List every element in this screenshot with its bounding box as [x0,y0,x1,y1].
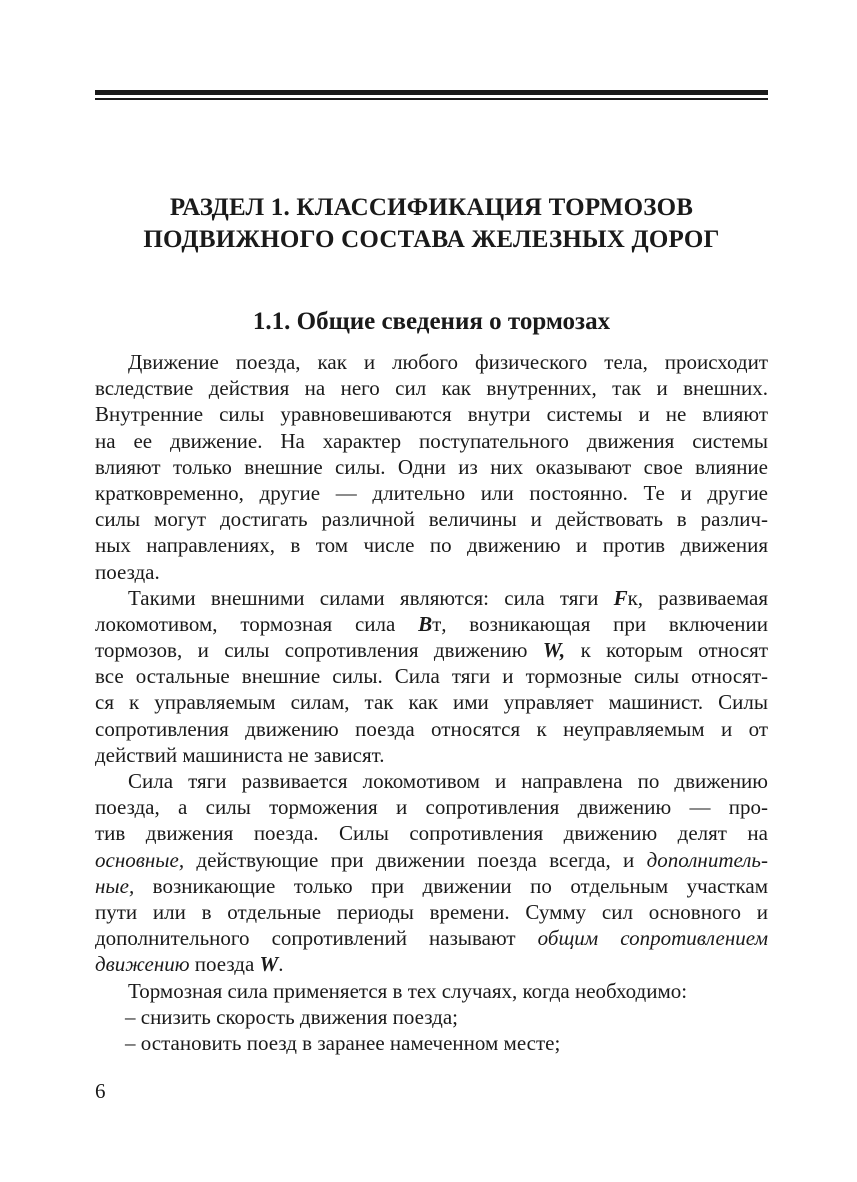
text-line: поезда. [95,559,160,584]
list-item: – снизить скорость движения поезда; [125,1004,458,1029]
text-run: к которым относят [565,638,768,663]
paragraph-4 [95,978,768,1057]
text-line: тив движения поезда. Силы сопротивления движению делят на [95,821,768,846]
paragraph-2 [95,585,768,768]
text-line [95,873,768,899]
header-rule-thick [95,90,768,95]
text-line: ных направлениях, в том числе по движению и против движения [95,533,768,558]
text-run: действующие при движении поезда всегда, и [184,847,647,872]
text-line: Тормозная сила применяется в тех случаях, когда необходимо: [128,978,688,1003]
text-line [95,611,768,637]
paragraph-1 [95,349,768,585]
text-line [95,637,768,663]
page-number: 6 [95,1079,106,1103]
text-run: . [278,952,284,977]
symbol-F: F [613,585,628,610]
section-title [95,192,768,256]
text-line: Движение поезда, как и любого физического тела, происходит [128,350,768,374]
italic-term: общим сопротивлением [537,926,768,951]
italic-term: дополнитель- [646,847,768,872]
text-run: развиваемая [643,585,768,610]
subscript-t: т [432,611,442,636]
text-line: вследствие действия на него сил как внутренних, так и внешних. [95,376,768,401]
text-line: ся к управляемым силам, так как ими управляет машинист. Силы [95,690,768,715]
text-line [95,585,768,611]
text-line: Внутренние силы уравновешиваются внутри системы и не влияют [95,402,768,427]
symbol-W: W, [542,638,566,663]
text-line: все остальные внешние силы. Сила тяги и тормозные силы относят- [95,664,768,689]
text-line: действий машиниста не зависят. [95,742,385,767]
text-run: дополнительного сопротивлений называют [95,926,538,951]
text-line: Сила тяги развивается локомотивом и направлена по движению [128,769,768,793]
text-line: сопротивления движению поезда относятся к неуправляемым и от [95,716,768,741]
header-rule-thin [95,98,768,100]
italic-term: основные, [95,847,185,872]
text-run: , [441,611,447,636]
text-run: поезда [189,952,260,977]
subscript-k: к [627,585,638,610]
section-title-line-2: ПОДВИЖНОГО СОСТАВА ЖЕЛЕЗНЫХ ДОРОГ [143,226,720,253]
text-run: Такими внешними силами являются: сила тяги [128,585,614,610]
text-line: влияют только внешние силы. Одни из них оказывают свое влияние [95,454,768,479]
section-title-line-1: РАЗДЕЛ 1. КЛАССИФИКАЦИЯ ТОРМОЗОВ [169,194,694,221]
paragraph-3 [95,768,768,978]
text-line [95,847,768,873]
text-run: возникающие только при движении по отдельным участкам [134,873,768,898]
symbol-B: B [418,611,433,636]
text-line: пути или в отдельные периоды времени. Сумму сил основного и [95,899,768,924]
body-text [95,349,768,1056]
text-line [95,925,768,951]
text-run: тормозов, и силы сопротивления движению [95,638,543,663]
text-line: силы могут достигать различной величины и действовать в различ- [95,507,768,532]
text-line [95,951,768,977]
text-line: поезда, а силы торможения и сопротивления движению — про- [95,795,768,820]
text-run: локомотивом, тормозная сила [95,611,419,636]
text-line: кратковременно, другие — длительно или постоянно. Те и другие [95,480,768,505]
italic-term: движению [95,952,190,977]
text-line: на ее движение. На характер поступательного движения системы [95,428,768,453]
italic-term: ные, [95,873,135,898]
symbol-W: W [259,952,279,977]
subsection-title: 1.1. Общие сведения о тормозах [252,308,611,335]
list-item: – остановить поезд в заранее намеченном месте; [125,1030,561,1055]
text-run: возникающая при включении [446,611,768,636]
text-run: , [637,585,644,610]
